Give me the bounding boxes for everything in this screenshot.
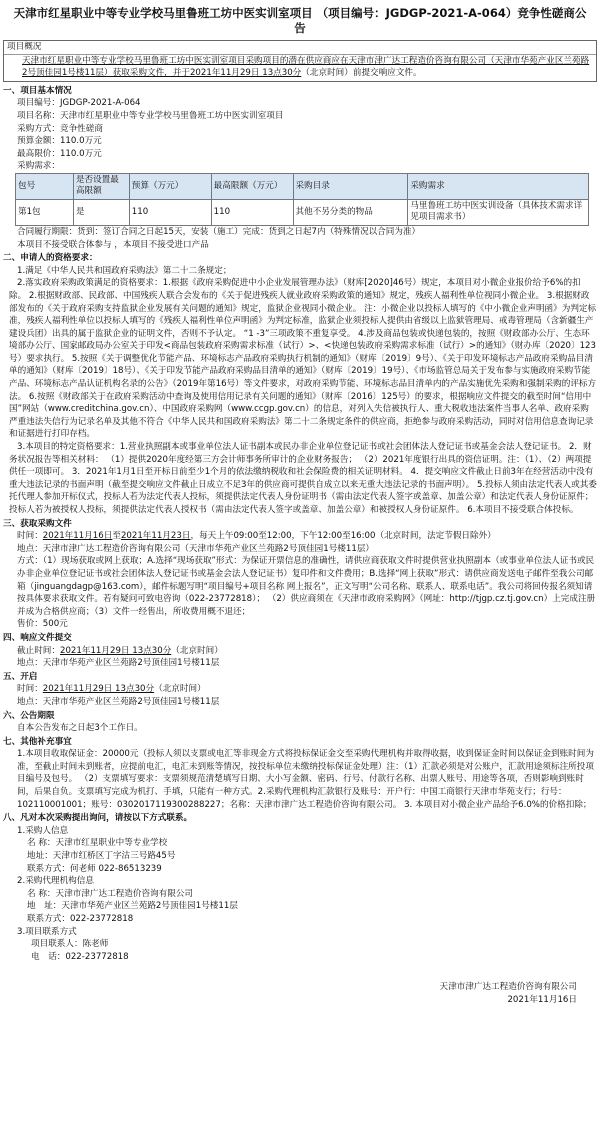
section-qualification-heading: 二、申请人的资格要求： — [3, 253, 98, 264]
budget-amount: 预算金额：110.0万元 — [17, 136, 102, 147]
submit-deadline-value: 2021年11月29日 13点30分 — [59, 645, 172, 656]
table-cell: 马里鲁班工坊中医实训设备（具体技术需求详见项目需求书） — [408, 199, 589, 225]
consortium-note: 本项目不接受联合体参与 ，本项目不接受进口产品 — [17, 239, 209, 250]
project-contact-heading: 3.项目联系方式 — [17, 926, 77, 937]
table-header-cell: 包号 — [16, 173, 74, 199]
period-text: 自本公告发布之日起3个工作日。 — [17, 723, 143, 734]
section-submit-heading: 四、响应文件提交 — [3, 632, 72, 643]
section-obtain-heading: 三、获取采购文件 — [3, 518, 72, 529]
table-header-cell: 预算（万元） — [129, 173, 211, 199]
section-period-heading: 六、公告期限 — [3, 710, 55, 721]
overview-text-after: （北京时间）前提交响应文件。 — [301, 68, 422, 79]
table-header-cell: 最高限额（万元） — [211, 173, 293, 199]
section-open-heading: 五、开启 — [3, 671, 38, 682]
overview-box — [3, 40, 597, 82]
overview-text — [4, 55, 596, 81]
demand-label: 采购需求： — [17, 161, 60, 172]
other-text: 1.本项目收取保证金：20000元（投标人须以支票或电汇等非现金方式将投标保证金交至采购代理机构并取得收据，收到保证金时间以保证金到账时间为准，至截止时间未到账者，应提前电汇，电汇未到账等情况，按投标单位未缴纳投标保证金处理）注：（1）汇款必须是对公账户，汇款用途须标注所投项目编号及包号。 （2）支票填写要求：支票须规范清楚填写日期、大小写金额、密码、行号、付款行名称、出票人账号、用途等各项，否则影响到账时间，后果自负。支票填写完成为机打、手填，只能有一种方式。2.采购代理机构汇款银行及账号：开户行：中国工商银行天津市华苑支行；行号：102110001001；账号：0302017119300288227；名称：天津市津广达工程造价咨询有限公司。 3. 本项目对小微企业产品给予6.0%的价格扣除； — [17, 749, 594, 810]
obtain-method: 方式：（1）现场获取或网上获取；A.选择“现场获取”形式：为保证开票信息的准确性，请供应商获取文件时提供营业执照副本（或事业单位法人证书或民办非企业单位登记证书或社会团体法人登记证书或基金会法人登记证书）复印件和文件费用；B.选择“网上获取”形式：请供应商发送电子邮件至我公司邮箱（jinguangdagp@163.com），邮件标题写明“项目编号+项目名称 网上报名”，正文写明“公司名称、联系人、联系电话”。我公司将回传报名须知请按具体要求获取文件。若有疑问可致电咨询（022-23772818）； （2）供应商须在《天津市政府采购网》（网址：http://tjgp.cz.tj.gov.cn）上完成注册并成为合格供应商；（3）文件一经售出，所收费用概不退还； — [17, 556, 596, 617]
table-cell: 其他不另分类的物品 — [293, 199, 408, 225]
package-table-header — [16, 173, 589, 199]
submit-deadline — [3, 645, 597, 658]
purchaser-heading: 1.采购人信息 — [17, 825, 69, 836]
project-no: 项目编号：JGDGP-2021-A-064 — [17, 98, 141, 109]
agency-name: 名 称：天津市津广达工程造价咨询有限公司 — [27, 888, 194, 899]
document-price: 售价：500元 — [17, 619, 68, 630]
purchaser-address: 地址：天津市红桥区丁字沽三号路45号 — [27, 851, 176, 862]
table-header-cell: 采购目录 — [293, 173, 408, 199]
signature-date: 2021年11月16日 — [507, 994, 577, 1005]
purchaser-contact: 联系方式：何老师 022-86513239 — [27, 863, 162, 874]
obtain-time-mid: 至 — [112, 531, 121, 542]
open-time-label: 时间： — [17, 684, 43, 695]
section-basic-heading: 一、项目基本情况 — [3, 85, 72, 96]
overview-deadline: 2021年11月29日 13点30分 — [189, 68, 302, 79]
open-place: 地点：天津市华苑产业区兰苑路2号顶佳园1号楼11层 — [17, 696, 220, 707]
qualification-p3: 3.本项目的特定资格要求：1.营业执照副本或事业单位法人证书副本或民办非企业单位登记证书或社会团体法人登记证书或基金会法人登记证书。 2．财务状况报告等相关材料： （1）提供2020年度经第三方会计师事务所审计的企业财务报告； （2）2021年度银行出具的资信证明。注：（1）、（2）两项提供任一项即可。 3．2021年1月1日至开标日前至少1个月的依法缴纳税收和社会保险费的相关证明材料。 4．提交响应文件截止日前3年在经营活动中没有重大违法记录的书面声明（截至提交响应文件截止日成立不足3年的供应商可提供自成立以来无重大违法记录的书面声明）。 5.投标人须由法定代表人或其委托代理人参加开标仪式，投标人若为法定代表人投标，须提供法定代表人身份证明书（需由法定代表人签字或盖章、加盖公章）和法定代表人身份证原件；投标人若为被授权人投标，须提供法定代表人授权书（需由法定代表人签字或盖章、加盖公章）和被授权人身份证原件。 6.本项目不接受联合体投标。 — [9, 442, 597, 515]
project-contact-person: 项目联系人：陈老师 — [31, 939, 109, 950]
table-cell: 110 — [211, 199, 293, 225]
obtain-time-start: 2021年11月16日 — [42, 531, 113, 542]
open-time-rest: （北京时间） — [154, 684, 206, 695]
table-cell: 110 — [129, 199, 211, 225]
submit-deadline-rest: （北京时间） — [171, 645, 223, 656]
agency-contact: 联系方式：022-23772818 — [27, 914, 134, 924]
signature-org: 天津市津广达工程造价咨询有限公司 — [439, 982, 577, 993]
open-time-value: 2021年11月29日 13点30分 — [42, 684, 155, 695]
table-header-cell: 采购需求 — [408, 173, 589, 199]
project-name: 项目名称：天津市红星职业中等专业学校马里鲁班工坊中医实训室项目 — [17, 110, 284, 121]
project-contact-phone: 电 话：022-23772818 — [31, 951, 129, 962]
obtain-place: 地点：天津市津广达工程造价咨询有限公司（天津市华苑产业区兰苑路2号顶佳园1号楼11层） — [17, 543, 375, 554]
table-cell: 第1包 — [16, 199, 74, 225]
submit-place: 地点：天津市华苑产业区兰苑路2号顶佳园1号楼11层 — [17, 658, 220, 669]
agency-heading: 2.采购代理机构信息 — [17, 876, 94, 887]
table-row — [16, 199, 589, 225]
obtain-time-rest: ，每天上午09:00至12:00，下午12:00至16:00（北京时间，法定节假日除外） — [190, 531, 496, 542]
qualification-p1: 1.满足《中华人民共和国政府采购法》第二十二条规定； — [17, 265, 232, 276]
obtain-time — [3, 530, 597, 543]
section-other-heading: 七、其他补充事宜 — [3, 736, 72, 747]
max-price: 最高限价：110.0万元 — [17, 148, 102, 159]
procurement-method: 采购方式：竞争性磋商 — [17, 123, 103, 134]
table-header-cell: 是否设置最高限额 — [73, 173, 129, 199]
qualification-p2: 2.落实政府采购政策满足的资格要求：1.根据《政府采购促进中小企业发展管理办法》（财库[2020]46号）规定，本项目对小微企业报价给予6%的扣除。 2.根据财政部、民政部、中国残疾人联合会发布的《关于促进残疾人就业政府采购政策的通知》规定，残疾人福利性单位视同小微企业。 3.根据财政部发布的《关于政府采购支持监狱企业发展有关问题的通知》规定，监狱企业视同小微企业。 注：小微企业以投标人填写的《中小微企业声明函》为判定标准，残疾人福利性单位以投标人填写的《残疾人福利性单位声明函》为判定标准，监狱企业须投标人提供由省级以上监狱管理局、戒毒管理局（含新疆生产建设兵团）出具的属于监狱企业的证明文件，否则不予认定。 “1 -3”三项政策不重复享受。 4.涉及商品包装或快递包装的，按照《财政部办公厅、生态环境部办公厅、国家邮政局办公室关于印发<商品包装政府采购需求标准（试行）>、<快递包装政府采购需求标准（试行）>的通知》（财办库〔2020〕123号）要求执行。 5.按照《关于调整优化节能产品、环境标志产品政府采购执行机制的通知》（财库〔2019〕9号）、《关于印发环境标志产品政府采购品目清单的通知》（财库〔2019〕18号）、《关于印发节能产品政府采购品目清单的通知》（财库〔2019〕19号）、《市场监管总局关于发布参与实施政府采购节能产品、环境标志产品认证机构名录的公告》（2019年第16号）等文件要求，对政府采购节能、环境标志品目清单内的产品实施优先采购和强制采购的评标方法。 6.按照《财政部关于在政府采购活动中查询及使用信用记录有关问题的通知》（财库〔2016〕125号）的要求，根据响应文件提交的截至时间“信用中国”网站（www.creditchina.gov.cn）、中国政府采购网（www.ccgp.gov.cn）的信息，对列入失信被执行人、重大税收违法案件当事人名单、政府采购严重违法失信行为记录名单及其他不符合《中华人民共和国政府采购法》第二十二条规定条件的供应商，拒绝参与政府采购活动，同时对信用信息查询记录和证据进行打印存档。 — [9, 278, 597, 440]
open-time — [3, 683, 597, 696]
package-table — [15, 173, 589, 226]
table-cell: 是 — [73, 199, 129, 225]
overview-label: 项目概况 — [4, 41, 596, 55]
obtain-time-end: 2021年11月23日 — [120, 531, 191, 542]
purchaser-name: 名 称：天津市红星职业中等专业学校 — [27, 838, 168, 849]
agency-address: 地 址：天津市华苑产业区兰苑路2号顶佳园1号楼11层 — [27, 901, 238, 912]
overview-text-before: 天津市红星职业中等专业学校马里鲁班工坊中医实训室项目采购项目的潜在供应商应在天津市津广达工程造价咨询有限公司（天津市华苑产业区兰苑路2号顶佳园1号楼11层）获取采购文件，并于 — [22, 55, 590, 79]
contract-period: 合同履行期限：货到：签订合同之日起15天，安装（施工）完成：货到之日起7内（特殊情况以合同为准） — [17, 226, 421, 237]
submit-deadline-label: 截止时间： — [17, 645, 60, 656]
section-contact-heading: 八、凡对本次采购提出询问，请按以下方式联系。 — [3, 813, 193, 824]
obtain-time-label: 时间： — [17, 531, 43, 542]
page-title: 天津市红星职业中等专业学校马里鲁班工坊中医实训室项目 （项目编号：JGDGP-2021-A-064）竞争性磋商公告 — [13, 6, 587, 35]
